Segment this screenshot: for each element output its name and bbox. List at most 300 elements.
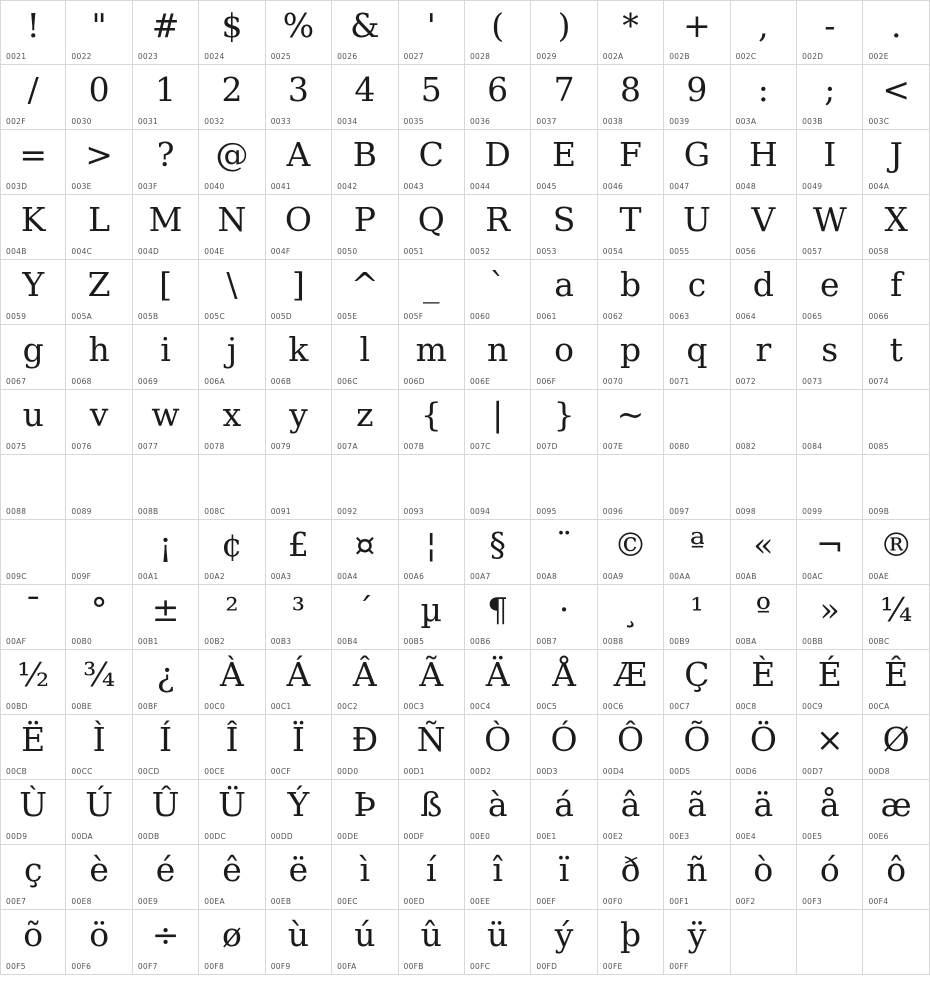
glyph-character: :: [757, 70, 769, 109]
glyph-codepoint: 002A: [602, 52, 624, 61]
glyph-cell[interactable]: [66, 390, 132, 455]
glyph-codepoint: 0032: [204, 117, 225, 126]
glyph-cell[interactable]: [598, 585, 664, 650]
glyph-character: \: [226, 265, 238, 304]
glyph-character: ò: [753, 850, 774, 889]
glyph-cell[interactable]: [266, 325, 332, 390]
glyph-cell[interactable]: [465, 65, 531, 130]
glyph-cell[interactable]: [731, 520, 797, 585]
glyph-cell[interactable]: [797, 390, 863, 455]
glyph-character: [465, 457, 530, 503]
glyph-cell[interactable]: [465, 585, 531, 650]
glyph-cell[interactable]: [399, 650, 465, 715]
glyph-cell[interactable]: [731, 130, 797, 195]
glyph-codepoint: 0068: [71, 377, 92, 386]
glyph-cell[interactable]: [598, 455, 664, 520]
glyph-cell[interactable]: [598, 715, 664, 780]
glyph-cell[interactable]: [465, 0, 531, 65]
glyph-cell[interactable]: [199, 910, 265, 975]
glyph-character: Ú: [85, 785, 114, 824]
glyph-cell[interactable]: [199, 715, 265, 780]
glyph-cell[interactable]: [465, 260, 531, 325]
glyph-cell[interactable]: [266, 845, 332, 910]
glyph-cell[interactable]: [465, 130, 531, 195]
glyph-cell[interactable]: [797, 130, 863, 195]
glyph-character: ¿: [156, 655, 175, 694]
glyph-cell[interactable]: [266, 390, 332, 455]
glyph-cell[interactable]: [332, 260, 398, 325]
glyph-character: ": [91, 6, 107, 45]
glyph-cell[interactable]: [598, 0, 664, 65]
glyph-codepoint: 004E: [204, 247, 225, 256]
glyph-codepoint: 0099: [802, 507, 823, 516]
glyph-cell[interactable]: [0, 715, 66, 780]
glyph-cell[interactable]: [133, 0, 199, 65]
glyph-character: á: [554, 785, 574, 824]
glyph-cell[interactable]: [731, 455, 797, 520]
glyph-cell[interactable]: [598, 65, 664, 130]
glyph-cell[interactable]: [531, 585, 597, 650]
glyph-codepoint: 00F3: [802, 897, 822, 906]
glyph-cell[interactable]: [0, 780, 66, 845]
glyph-cell[interactable]: [332, 650, 398, 715]
glyph-codepoint: 0035: [403, 117, 424, 126]
glyph-cell[interactable]: [133, 325, 199, 390]
glyph-cell[interactable]: [465, 325, 531, 390]
glyph-cell[interactable]: [332, 715, 398, 780]
glyph-character: [863, 392, 928, 438]
glyph-cell[interactable]: [0, 325, 66, 390]
glyph-cell[interactable]: [797, 845, 863, 910]
glyph-cell[interactable]: [664, 845, 730, 910]
glyph-cell[interactable]: [598, 520, 664, 585]
glyph-cell[interactable]: [797, 0, 863, 65]
glyph-cell[interactable]: [266, 585, 332, 650]
glyph-cell[interactable]: [531, 910, 597, 975]
glyph-cell[interactable]: [66, 455, 132, 520]
glyph-character: R: [485, 200, 511, 239]
glyph-cell[interactable]: [133, 390, 199, 455]
glyph-cell[interactable]: [266, 455, 332, 520]
glyph-cell[interactable]: [266, 130, 332, 195]
glyph-cell[interactable]: [863, 650, 929, 715]
glyph-character: U: [683, 200, 711, 239]
glyph-cell[interactable]: [664, 130, 730, 195]
glyph-character: ë: [288, 850, 309, 889]
glyph-cell[interactable]: [133, 585, 199, 650]
glyph-cell[interactable]: [863, 715, 929, 780]
glyph-character: Á: [286, 655, 311, 694]
glyph-cell[interactable]: [0, 650, 66, 715]
glyph-character: ¦: [425, 525, 437, 564]
glyph-cell[interactable]: [664, 195, 730, 260]
glyph-cell[interactable]: [66, 130, 132, 195]
glyph-codepoint: 00D1: [403, 767, 425, 776]
glyph-cell[interactable]: [399, 325, 465, 390]
glyph-character: £: [287, 525, 309, 564]
glyph-cell[interactable]: [531, 260, 597, 325]
glyph-cell[interactable]: [133, 260, 199, 325]
glyph-cell[interactable]: [797, 585, 863, 650]
glyph-character: a: [554, 265, 574, 304]
glyph-cell[interactable]: [531, 390, 597, 455]
glyph-cell[interactable]: [0, 910, 66, 975]
glyph-character: c: [687, 265, 707, 304]
glyph-cell[interactable]: [598, 130, 664, 195]
glyph-cell[interactable]: [332, 585, 398, 650]
glyph-cell[interactable]: [332, 195, 398, 260]
glyph-cell[interactable]: [199, 780, 265, 845]
glyph-cell[interactable]: [0, 195, 66, 260]
glyph-cell[interactable]: [66, 650, 132, 715]
glyph-cell[interactable]: [399, 455, 465, 520]
glyph-cell[interactable]: [598, 390, 664, 455]
glyph-cell[interactable]: [0, 845, 66, 910]
glyph-codepoint: 0050: [337, 247, 358, 256]
glyph-cell[interactable]: [465, 520, 531, 585]
glyph-codepoint: 0059: [6, 312, 27, 321]
glyph-cell[interactable]: [199, 130, 265, 195]
glyph-cell[interactable]: [0, 585, 66, 650]
glyph-cell[interactable]: [797, 520, 863, 585]
glyph-character: Ý: [287, 785, 310, 824]
glyph-cell[interactable]: [863, 65, 929, 130]
glyph-cell[interactable]: [731, 325, 797, 390]
glyph-cell[interactable]: [199, 390, 265, 455]
glyph-codepoint: 0065: [802, 312, 823, 321]
glyph-cell[interactable]: [199, 520, 265, 585]
glyph-cell[interactable]: [664, 650, 730, 715]
glyph-cell[interactable]: [133, 520, 199, 585]
glyph-character: Å: [552, 655, 576, 694]
glyph-cell[interactable]: [598, 780, 664, 845]
glyph-cell[interactable]: [731, 390, 797, 455]
glyph-cell[interactable]: [66, 0, 132, 65]
glyph-cell[interactable]: [133, 195, 199, 260]
glyph-codepoint: 0085: [868, 442, 889, 451]
glyph-codepoint: 00CA: [868, 702, 890, 711]
glyph-character: ¼: [880, 590, 913, 629]
glyph-codepoint: 0021: [6, 52, 27, 61]
glyph-cell[interactable]: [863, 390, 929, 455]
glyph-codepoint: 0031: [137, 117, 159, 126]
glyph-codepoint: 003C: [868, 117, 890, 126]
glyph-cell[interactable]: [531, 130, 597, 195]
glyph-cell[interactable]: [66, 195, 132, 260]
glyph-cell[interactable]: [399, 390, 465, 455]
glyph-cell[interactable]: [332, 520, 398, 585]
glyph-cell[interactable]: [731, 65, 797, 130]
glyph-codepoint: 0074: [868, 377, 889, 386]
glyph-cell[interactable]: [465, 650, 531, 715]
glyph-codepoint: 00CD: [137, 767, 160, 776]
glyph-cell[interactable]: [731, 715, 797, 780]
glyph-codepoint: 00D6: [735, 767, 757, 776]
glyph-cell[interactable]: [133, 910, 199, 975]
glyph-codepoint: 00B8: [602, 637, 624, 646]
glyph-codepoint: 005C: [204, 312, 226, 321]
glyph-cell[interactable]: [399, 195, 465, 260]
glyph-character: [1, 457, 65, 503]
glyph-cell[interactable]: [531, 325, 597, 390]
glyph-cell[interactable]: [332, 780, 398, 845]
glyph-cell[interactable]: [266, 910, 332, 975]
glyph-character: ?: [156, 135, 175, 174]
glyph-codepoint: 00C1: [270, 702, 292, 711]
glyph-codepoint: 005A: [71, 312, 93, 321]
glyph-cell[interactable]: [797, 455, 863, 520]
glyph-codepoint: 00DE: [337, 832, 359, 841]
glyph-cell[interactable]: [66, 260, 132, 325]
glyph-cell[interactable]: [133, 65, 199, 130]
glyph-character: Ã: [419, 655, 444, 694]
glyph-cell[interactable]: [664, 520, 730, 585]
glyph-cell[interactable]: [399, 130, 465, 195]
glyph-cell[interactable]: [863, 195, 929, 260]
glyph-cell[interactable]: [0, 65, 66, 130]
glyph-cell[interactable]: [266, 780, 332, 845]
glyph-cell[interactable]: [66, 65, 132, 130]
glyph-cell[interactable]: [664, 390, 730, 455]
glyph-character: [133, 457, 198, 503]
glyph-character: x: [222, 395, 242, 434]
glyph-codepoint: 0092: [337, 507, 358, 516]
glyph-cell[interactable]: [0, 0, 66, 65]
glyph-cell[interactable]: [664, 455, 730, 520]
glyph-cell[interactable]: [332, 0, 398, 65]
glyph-cell[interactable]: [0, 260, 66, 325]
glyph-cell[interactable]: [332, 845, 398, 910]
glyph-character: &: [350, 6, 380, 45]
glyph-character: Ì: [92, 720, 106, 759]
glyph-cell[interactable]: [133, 780, 199, 845]
glyph-cell[interactable]: [133, 715, 199, 780]
glyph-cell[interactable]: [531, 780, 597, 845]
glyph-cell[interactable]: [598, 845, 664, 910]
glyph-cell[interactable]: [266, 260, 332, 325]
glyph-cell[interactable]: [465, 780, 531, 845]
glyph-cell[interactable]: [664, 325, 730, 390]
glyph-cell[interactable]: [399, 260, 465, 325]
glyph-cell[interactable]: [863, 520, 929, 585]
glyph-cell[interactable]: [598, 910, 664, 975]
glyph-cell[interactable]: [133, 130, 199, 195]
glyph-cell[interactable]: [332, 130, 398, 195]
glyph-cell[interactable]: [863, 325, 929, 390]
glyph-cell[interactable]: [731, 260, 797, 325]
glyph-character: »: [819, 590, 840, 629]
glyph-codepoint: 00AF: [6, 637, 27, 646]
glyph-codepoint: 00FF: [669, 962, 689, 971]
glyph-codepoint: 004D: [137, 247, 160, 256]
glyph-cell[interactable]: [399, 585, 465, 650]
glyph-character: «: [753, 525, 774, 564]
glyph-cell[interactable]: [598, 195, 664, 260]
glyph-cell[interactable]: [531, 845, 597, 910]
glyph-cell[interactable]: [863, 585, 929, 650]
glyph-cell[interactable]: [66, 910, 132, 975]
glyph-character: 0: [88, 70, 110, 109]
glyph-cell[interactable]: [332, 910, 398, 975]
glyph-cell[interactable]: [199, 0, 265, 65]
glyph-cell[interactable]: [199, 260, 265, 325]
glyph-cell[interactable]: [664, 0, 730, 65]
glyph-cell[interactable]: [731, 585, 797, 650]
glyph-codepoint: 006C: [337, 377, 358, 386]
glyph-cell[interactable]: [863, 455, 929, 520]
glyph-cell[interactable]: [0, 130, 66, 195]
glyph-cell[interactable]: [0, 455, 66, 520]
glyph-cell[interactable]: [399, 780, 465, 845]
glyph-cell[interactable]: [332, 325, 398, 390]
glyph-character: Z: [87, 265, 111, 304]
glyph-cell[interactable]: [664, 260, 730, 325]
glyph-character: Ù: [19, 785, 48, 824]
glyph-cell[interactable]: [863, 845, 929, 910]
glyph-cell[interactable]: [531, 65, 597, 130]
glyph-cell[interactable]: [598, 325, 664, 390]
glyph-cell[interactable]: [797, 780, 863, 845]
glyph-cell[interactable]: [199, 650, 265, 715]
glyph-cell[interactable]: [266, 195, 332, 260]
glyph-codepoint: 00E6: [868, 832, 889, 841]
glyph-codepoint: 0097: [669, 507, 690, 516]
glyph-codepoint: 0056: [735, 247, 756, 256]
glyph-codepoint: 003A: [735, 117, 757, 126]
glyph-cell[interactable]: [399, 65, 465, 130]
glyph-cell[interactable]: [133, 455, 199, 520]
glyph-cell[interactable]: [199, 65, 265, 130]
glyph-cell[interactable]: [598, 260, 664, 325]
glyph-character: w: [151, 395, 180, 434]
glyph-cell[interactable]: [399, 0, 465, 65]
glyph-cell[interactable]: [66, 715, 132, 780]
glyph-character: ¬: [815, 525, 844, 564]
glyph-character: Ò: [484, 720, 512, 759]
glyph-cell[interactable]: [133, 845, 199, 910]
glyph-cell[interactable]: [266, 0, 332, 65]
glyph-cell[interactable]: [797, 325, 863, 390]
glyph-cell[interactable]: [66, 780, 132, 845]
glyph-cell[interactable]: [266, 650, 332, 715]
glyph-cell[interactable]: [731, 780, 797, 845]
glyph-cell[interactable]: [797, 195, 863, 260]
glyph-cell[interactable]: [731, 650, 797, 715]
glyph-cell[interactable]: [465, 455, 531, 520]
glyph-character: ±: [151, 590, 180, 629]
glyph-cell[interactable]: [863, 0, 929, 65]
glyph-cell[interactable]: [731, 845, 797, 910]
glyph-cell[interactable]: [598, 650, 664, 715]
glyph-character: ó: [819, 850, 840, 889]
glyph-cell[interactable]: [465, 390, 531, 455]
glyph-cell[interactable]: [199, 845, 265, 910]
glyph-cell[interactable]: [0, 520, 66, 585]
glyph-cell[interactable]: [199, 325, 265, 390]
glyph-cell[interactable]: [797, 650, 863, 715]
glyph-cell[interactable]: [266, 715, 332, 780]
glyph-cell[interactable]: [66, 845, 132, 910]
glyph-codepoint: 007E: [602, 442, 624, 451]
glyph-character: µ: [420, 590, 442, 629]
glyph-cell[interactable]: [731, 910, 797, 975]
glyph-cell[interactable]: [797, 65, 863, 130]
glyph-cell[interactable]: [399, 845, 465, 910]
glyph-cell[interactable]: [863, 130, 929, 195]
glyph-character: ': [426, 6, 436, 45]
glyph-cell[interactable]: [863, 910, 929, 975]
glyph-cell[interactable]: [664, 910, 730, 975]
glyph-cell[interactable]: [332, 390, 398, 455]
glyph-codepoint: 00DD: [270, 832, 293, 841]
glyph-cell[interactable]: [465, 910, 531, 975]
glyph-cell[interactable]: [664, 65, 730, 130]
glyph-cell[interactable]: [465, 195, 531, 260]
glyph-cell[interactable]: [465, 845, 531, 910]
glyph-cell[interactable]: [465, 715, 531, 780]
glyph-cell[interactable]: [0, 390, 66, 455]
glyph-cell[interactable]: [863, 260, 929, 325]
glyph-cell[interactable]: [266, 65, 332, 130]
glyph-character: r: [755, 330, 772, 369]
glyph-cell[interactable]: [332, 65, 398, 130]
glyph-cell[interactable]: [199, 455, 265, 520]
glyph-codepoint: 00DB: [137, 832, 160, 841]
glyph-character: ª: [689, 525, 705, 564]
glyph-codepoint: 002E: [868, 52, 889, 61]
glyph-cell[interactable]: [399, 715, 465, 780]
glyph-cell[interactable]: [731, 0, 797, 65]
glyph-cell[interactable]: [332, 455, 398, 520]
glyph-cell[interactable]: [664, 585, 730, 650]
glyph-codepoint: 00B4: [337, 637, 358, 646]
glyph-cell[interactable]: [531, 520, 597, 585]
glyph-cell[interactable]: [731, 195, 797, 260]
glyph-cell[interactable]: [66, 325, 132, 390]
glyph-character: ]: [291, 265, 305, 304]
glyph-character: Ø: [882, 720, 910, 759]
glyph-cell[interactable]: [531, 195, 597, 260]
glyph-cell[interactable]: [66, 585, 132, 650]
glyph-character: [797, 912, 862, 958]
glyph-codepoint: 00C0: [204, 702, 226, 711]
glyph-cell[interactable]: [133, 650, 199, 715]
glyph-cell[interactable]: [863, 780, 929, 845]
glyph-cell[interactable]: [266, 520, 332, 585]
glyph-codepoint: 00DA: [71, 832, 93, 841]
glyph-codepoint: 00F2: [735, 897, 756, 906]
glyph-cell[interactable]: [531, 0, 597, 65]
glyph-cell[interactable]: [66, 520, 132, 585]
glyph-character: %: [282, 6, 315, 45]
glyph-cell[interactable]: [531, 650, 597, 715]
glyph-codepoint: 00F8: [204, 962, 225, 971]
glyph-cell[interactable]: [399, 910, 465, 975]
glyph-cell[interactable]: [797, 910, 863, 975]
glyph-cell[interactable]: [664, 715, 730, 780]
glyph-cell[interactable]: [199, 195, 265, 260]
glyph-character: è: [89, 850, 109, 889]
glyph-cell[interactable]: [797, 715, 863, 780]
glyph-cell[interactable]: [797, 260, 863, 325]
glyph-cell[interactable]: [531, 715, 597, 780]
glyph-codepoint: 00EB: [270, 897, 292, 906]
glyph-cell[interactable]: [664, 780, 730, 845]
glyph-cell[interactable]: [399, 520, 465, 585]
glyph-cell[interactable]: [199, 585, 265, 650]
glyph-cell[interactable]: [531, 455, 597, 520]
glyph-character: [531, 457, 596, 503]
